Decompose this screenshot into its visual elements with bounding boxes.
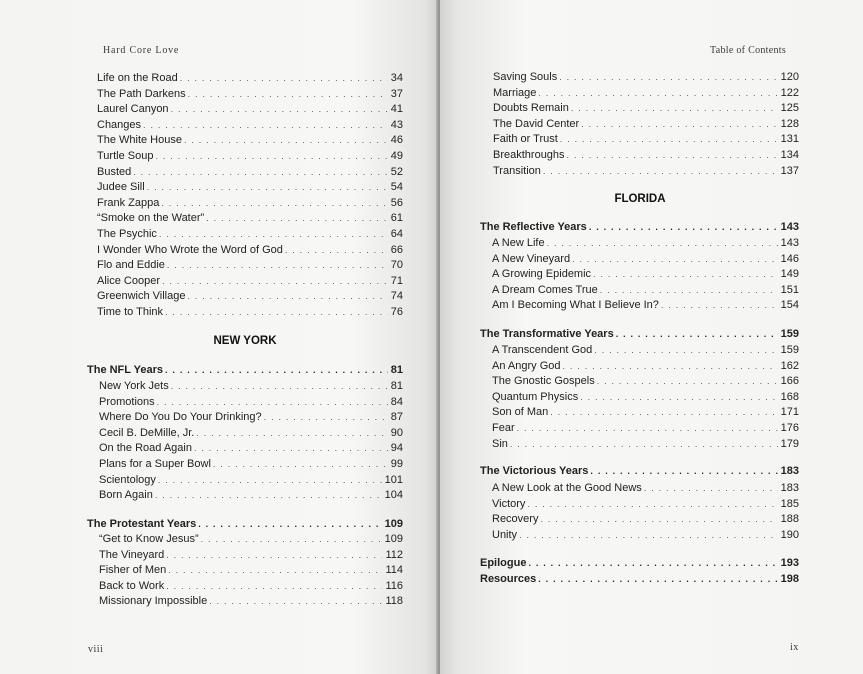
toc-entry-page: 118 <box>385 595 403 608</box>
toc-entry-title: Fisher of Men <box>99 564 167 577</box>
dot-leader <box>563 361 778 371</box>
toc-entry <box>99 396 403 411</box>
toc-entry-page: 66 <box>390 243 403 256</box>
toc-entry-title: Time to Think <box>97 306 164 318</box>
toc-entry <box>97 72 403 87</box>
dot-leader <box>527 499 777 509</box>
dot-leader <box>196 428 387 438</box>
toc-entry <box>492 344 799 359</box>
toc-entry-page: 81 <box>390 364 403 376</box>
toc-entry <box>492 268 799 283</box>
toc-entry-page: 101 <box>384 473 403 486</box>
toc-entry <box>97 134 403 149</box>
toc-entry-title: Cecil B. DeMille, Jr. <box>99 426 195 439</box>
toc-entry-page: 198 <box>780 573 799 585</box>
toc-part-heading <box>480 465 799 480</box>
toc-entry <box>492 360 799 375</box>
running-head: Table of Contents <box>710 45 787 56</box>
dot-leader <box>213 459 388 469</box>
toc-entry <box>492 498 799 513</box>
toc-entry <box>492 253 799 268</box>
dot-leader <box>600 285 778 295</box>
toc-entry <box>492 237 799 252</box>
dot-leader <box>133 167 388 177</box>
toc-part-heading <box>480 221 799 236</box>
dot-leader <box>180 73 388 83</box>
toc-entry-title: Promotions <box>99 395 155 408</box>
toc-entry-page: 134 <box>780 149 799 161</box>
toc-entry-title: Judee Sill <box>97 181 145 194</box>
toc-entry-title: Saving Souls <box>493 71 558 83</box>
dot-leader <box>143 120 388 130</box>
right-page <box>440 0 863 674</box>
toc-entry-title: Changes <box>97 118 142 131</box>
dot-leader <box>209 596 382 606</box>
toc-entry-title: The Psychic <box>97 228 157 240</box>
toc-entry <box>493 133 799 148</box>
toc-entry-title: On the Road Again <box>99 442 192 455</box>
toc-entry-title: The Gnostic Gospels <box>492 375 595 388</box>
toc-entry-page: 81 <box>390 380 403 392</box>
toc-entry <box>492 529 799 544</box>
toc-entry-title: Life on the Road <box>97 72 178 84</box>
dot-leader <box>161 198 387 208</box>
toc-entry <box>97 181 403 196</box>
toc-entry-title: Plans for a Super Bowl <box>99 458 211 470</box>
toc-entry-page: 179 <box>780 437 799 450</box>
toc-entry-page: 56 <box>390 196 403 209</box>
toc-entry-title: The Transformative Years <box>480 328 614 340</box>
dot-leader <box>543 166 778 176</box>
toc-entry-title: The NFL Years <box>87 364 164 376</box>
toc-entry <box>97 150 403 165</box>
toc-entry-title: The White House <box>97 134 182 147</box>
toc-entry-title: Faith or Trust <box>493 133 558 146</box>
toc-entry <box>492 391 799 406</box>
dot-leader <box>168 565 382 575</box>
dot-leader <box>589 222 778 232</box>
toc-entry-title: Missionary Impossible <box>99 595 208 608</box>
toc-entry-page: 185 <box>780 497 799 510</box>
dot-leader <box>155 490 382 500</box>
dot-leader <box>538 574 777 584</box>
toc-part-heading <box>87 364 403 379</box>
toc-entry-page: 112 <box>385 548 403 561</box>
page-number: viii <box>88 644 104 655</box>
toc-entry-title: The Reflective Years <box>480 221 587 233</box>
dot-leader <box>159 229 388 239</box>
toc-entry <box>97 275 403 290</box>
dot-leader <box>147 182 388 192</box>
toc-entry-page: 46 <box>390 134 403 147</box>
toc-entry <box>97 119 403 134</box>
toc-entry <box>99 489 403 504</box>
toc-entry <box>97 103 403 118</box>
toc-entry <box>99 549 403 564</box>
toc-entry-title: The Path Darkens <box>97 87 186 100</box>
toc-entry <box>492 284 799 299</box>
toc-entry-title: New York Jets <box>99 380 169 392</box>
toc-entry-title: Doubts Remain <box>493 102 569 115</box>
toc-entry-page: 146 <box>780 252 799 265</box>
toc-entry <box>99 411 403 426</box>
toc-entry-title: Sin <box>492 437 508 450</box>
dot-leader <box>166 550 382 560</box>
toc-entry-title: Recovery <box>492 513 539 526</box>
toc-entry-title: Back to Work <box>99 579 165 592</box>
dot-leader <box>510 439 778 449</box>
dot-leader <box>517 423 778 433</box>
running-head: Hard Core Love <box>103 45 180 56</box>
dot-leader <box>597 376 778 386</box>
toc-entry-title: Scientology <box>99 473 156 486</box>
toc-entry-title: The Protestant Years <box>87 518 197 530</box>
toc-entry-page: 128 <box>780 117 799 130</box>
toc-entry <box>99 580 403 595</box>
toc-entry-page: 137 <box>780 164 799 177</box>
toc-entry-page: 154 <box>780 299 799 312</box>
toc-entry-title: Greenwich Village <box>97 290 186 303</box>
toc-entry-title: Marriage <box>493 86 537 99</box>
toc-entry-page: 116 <box>385 579 403 592</box>
toc-entry <box>97 306 403 321</box>
toc-entry-page: 159 <box>780 344 799 356</box>
toc-entry-page: 52 <box>390 165 403 178</box>
toc-entry <box>493 165 799 180</box>
toc-entry-page: 84 <box>390 395 403 408</box>
toc-entry-title: Quantum Physics <box>492 390 579 403</box>
toc-entry-title: Son of Man <box>492 406 549 419</box>
toc-entry-title: Unity <box>492 528 518 541</box>
dot-leader <box>187 291 387 301</box>
toc-entry <box>99 564 403 579</box>
toc-entry-title: Victory <box>492 497 526 510</box>
dot-leader <box>285 245 388 255</box>
toc-entry <box>493 71 799 86</box>
toc-entry-title: Busted <box>97 165 132 178</box>
toc-entry-page: 171 <box>780 406 799 419</box>
toc-entry-page: 143 <box>780 237 799 249</box>
toc-entry <box>493 87 799 102</box>
dot-leader <box>538 88 777 98</box>
dot-leader <box>171 104 388 114</box>
toc-entry <box>97 197 403 212</box>
toc-entry-page: 114 <box>385 564 403 577</box>
toc-entry-page: 64 <box>390 228 403 240</box>
toc-entry <box>493 102 799 117</box>
dot-leader <box>165 307 388 317</box>
dot-leader <box>560 134 778 144</box>
toc-entry <box>492 438 799 453</box>
dot-leader <box>188 89 388 99</box>
toc-entry-title: Laurel Canyon <box>97 103 169 116</box>
dot-leader <box>661 300 778 310</box>
toc-resources <box>480 573 799 588</box>
toc-entry <box>492 422 799 437</box>
toc-entry-title: Where Do You Do Your Drinking? <box>99 411 262 424</box>
dot-leader <box>206 213 388 223</box>
toc-entry-title: Breakthroughs <box>493 149 565 161</box>
toc-entry-title: A New Vineyard <box>492 252 571 265</box>
toc-entry-title: A Transcendent God <box>492 344 593 356</box>
toc-entry <box>99 595 403 610</box>
dot-leader <box>550 407 777 417</box>
toc-entry-title: Resources <box>480 573 537 585</box>
dot-leader <box>201 534 382 544</box>
toc-entry-title: A Growing Epidemic <box>492 268 592 281</box>
toc-entry-page: 90 <box>390 426 403 439</box>
toc-entry <box>97 259 403 274</box>
toc-entry-page: 176 <box>780 422 799 434</box>
dot-leader <box>519 530 778 540</box>
dot-leader <box>547 238 778 248</box>
toc-entry-page: 151 <box>780 283 799 296</box>
dot-leader <box>590 466 777 476</box>
toc-entry-title: Transition <box>493 164 541 177</box>
toc-entry-title: Alice Cooper <box>97 274 160 287</box>
toc-entry-page: 188 <box>780 513 799 526</box>
toc-entry <box>492 375 799 390</box>
dot-leader <box>155 151 387 161</box>
toc-entry-page: 131 <box>780 133 799 146</box>
toc-entry-page: 125 <box>780 102 799 115</box>
toc-epilogue <box>480 557 799 572</box>
dot-leader <box>571 103 778 113</box>
dot-leader <box>581 119 777 129</box>
toc-entry <box>99 427 403 442</box>
toc-entry-title: The Vineyard <box>99 548 165 561</box>
toc-entry-page: 109 <box>384 533 403 545</box>
toc-entry-page: 61 <box>390 212 403 225</box>
toc-entry <box>97 88 403 103</box>
toc-entry-page: 122 <box>780 86 799 99</box>
dot-leader <box>528 558 777 568</box>
page-number: ix <box>790 642 799 653</box>
toc-entry <box>99 458 403 473</box>
toc-entry-title: The Victorious Years <box>480 465 589 477</box>
dot-leader <box>616 329 778 339</box>
toc-entry <box>97 212 403 227</box>
section-title-florida: FLORIDA <box>614 193 666 205</box>
toc-entry-page: 87 <box>390 411 403 424</box>
toc-entry-page: 43 <box>390 118 403 131</box>
dot-leader <box>184 135 388 145</box>
toc-entry-page: 166 <box>780 375 799 388</box>
toc-entry-page: 49 <box>390 150 403 162</box>
toc-entry-title: Epilogue <box>480 557 527 569</box>
toc-entry-title: I Wonder Who Wrote the Word of God <box>97 243 283 256</box>
toc-entry-title: Flo and Eddie <box>97 259 165 272</box>
section-title-new-york: NEW YORK <box>213 335 277 347</box>
toc-entry <box>97 228 403 243</box>
dot-leader <box>165 365 388 375</box>
toc-entry-page: 120 <box>780 71 799 83</box>
toc-entry-page: 183 <box>780 482 799 494</box>
dot-leader <box>580 392 777 402</box>
dot-leader <box>559 72 777 82</box>
toc-entry-page: 193 <box>780 557 799 569</box>
toc-entry-title: “Smoke on the Water” <box>97 212 205 225</box>
toc-entry-title: A New Look at the Good News <box>492 482 642 494</box>
toc-entry <box>493 149 799 164</box>
toc-entry-page: 41 <box>390 103 403 116</box>
toc-entry <box>492 299 799 314</box>
toc-entry-page: 54 <box>390 181 403 194</box>
dot-leader <box>166 581 382 591</box>
toc-entry-page: 159 <box>780 328 799 340</box>
toc-entry-page: 109 <box>384 518 403 530</box>
dot-leader <box>162 276 388 286</box>
toc-entry-title: Fear <box>492 422 515 434</box>
toc-entry-title: An Angry God <box>492 359 561 372</box>
toc-entry-page: 104 <box>384 489 403 502</box>
toc-entry-page: 70 <box>390 259 403 272</box>
dot-leader <box>171 381 388 391</box>
toc-entry <box>493 118 799 133</box>
dot-leader <box>157 397 388 407</box>
toc-entry <box>99 533 403 548</box>
toc-entry <box>97 290 403 305</box>
toc-entry <box>492 406 799 421</box>
toc-entry <box>492 482 799 497</box>
dot-leader <box>572 254 778 264</box>
dot-leader <box>194 443 388 453</box>
dot-leader <box>567 150 778 160</box>
toc-entry-title: A New Life <box>492 237 545 249</box>
toc-entry-page: 71 <box>390 274 403 287</box>
dot-leader <box>644 483 778 493</box>
toc-entry <box>99 474 403 489</box>
toc-entry <box>492 513 799 528</box>
dot-leader <box>167 260 388 270</box>
toc-entry-title: Turtle Soup <box>97 150 154 162</box>
toc-entry-title: A Dream Comes True <box>492 283 598 296</box>
toc-entry-page: 162 <box>780 359 799 372</box>
toc-entry-page: 99 <box>390 458 403 470</box>
toc-entry <box>99 442 403 457</box>
toc-entry-page: 37 <box>390 87 403 100</box>
toc-entry-title: “Get to Know Jesus” <box>99 533 199 545</box>
dot-leader <box>158 475 382 485</box>
toc-entry-title: The David Center <box>493 117 580 130</box>
toc-entry-page: 94 <box>390 442 403 455</box>
dot-leader <box>264 412 388 422</box>
toc-entry-page: 183 <box>780 465 799 477</box>
toc-entry-page: 190 <box>780 528 799 541</box>
toc-entry-title: Frank Zappa <box>97 196 160 209</box>
toc-entry-title: Am I Becoming What I Believe In? <box>492 299 659 312</box>
toc-entry <box>99 380 403 395</box>
toc-entry <box>97 244 403 259</box>
toc-entry-page: 168 <box>780 390 799 403</box>
toc-part-heading <box>480 328 799 343</box>
dot-leader <box>540 514 777 524</box>
toc-entry <box>97 166 403 181</box>
toc-entry-page: 149 <box>780 268 799 281</box>
toc-entry-title: Born Again <box>99 489 153 502</box>
toc-entry-page: 143 <box>780 221 799 233</box>
toc-entry-page: 34 <box>390 72 403 84</box>
toc-entry-page: 76 <box>390 306 403 318</box>
dot-leader <box>198 519 381 529</box>
dot-leader <box>593 269 778 279</box>
toc-entry-page: 74 <box>390 290 403 303</box>
dot-leader <box>594 345 777 355</box>
toc-part-heading <box>87 518 403 533</box>
